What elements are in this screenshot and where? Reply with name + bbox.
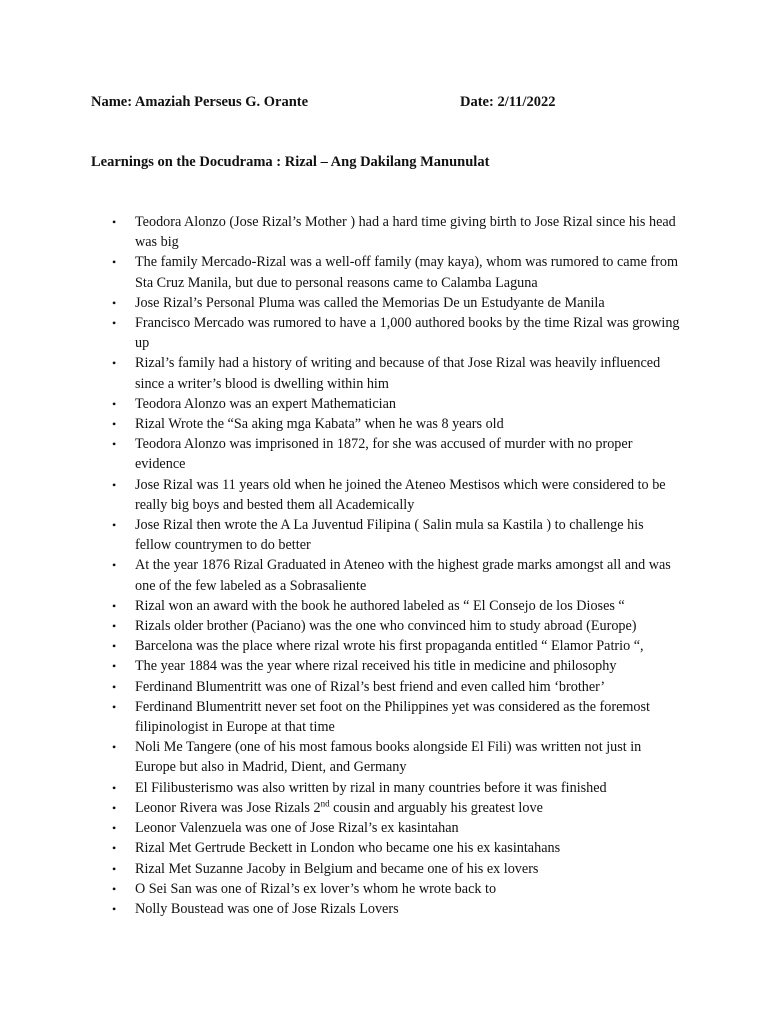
- list-item-text: Barcelona was the place where rizal wrote his first propaganda entitled “ Elamor Patrio “,: [135, 638, 644, 655]
- list-item: [112, 899, 682, 919]
- bullet-icon: •: [112, 417, 117, 432]
- list-item-text: Rizals older brother (Paciano) was the one who convinced him to study abroad (Europe): [135, 618, 637, 635]
- list-item: [112, 475, 682, 515]
- list-item: [112, 212, 682, 252]
- list-item: [112, 636, 682, 656]
- bullet-icon: •: [112, 699, 117, 714]
- list-item-text: Nolly Boustead was one of Jose Rizals Lovers: [135, 900, 399, 917]
- bullet-icon: •: [112, 558, 117, 573]
- bullet-icon: •: [112, 901, 117, 916]
- list-item-text: Rizal won an award with the book he authored labeled as “ El Consejo de los Dioses “: [135, 597, 625, 614]
- bullet-icon: •: [112, 518, 117, 533]
- bullet-icon: •: [112, 255, 117, 270]
- list-item-text: O Sei San was one of Rizal’s ex lover’s whom he wrote back to: [135, 880, 497, 897]
- list-item: [112, 798, 682, 818]
- list-item-text: Rizal Met Suzanne Jacoby in Belgium and became one of his ex lovers: [135, 860, 539, 877]
- list-item: [112, 515, 682, 555]
- document-subtitle: Learnings on the Docudrama : Rizal – Ang Dakilang Manunulat: [91, 154, 490, 170]
- notes-list: [112, 212, 682, 919]
- list-item-text-part: Leonor Rivera was Jose Rizals 2: [135, 799, 321, 816]
- list-item: [112, 838, 682, 858]
- bullet-icon: •: [112, 639, 117, 654]
- bullet-icon: •: [112, 659, 117, 674]
- bullet-icon: •: [112, 800, 117, 815]
- list-item-text: Teodora Alonzo was an expert Mathematician: [135, 395, 396, 412]
- list-item-text: Ferdinand Blumentritt was one of Rizal’s best friend and even called him ‘brother’: [135, 678, 606, 695]
- list-item-text: El Filibusterismo was also written by rizal in many countries before it was finished: [135, 779, 607, 796]
- ordinal-superscript: nd: [320, 798, 330, 809]
- list-item-text-part: cousin and arguably his greatest love: [329, 799, 543, 816]
- list-item-text: The family Mercado-Rizal was a well-off family (may kaya), whom was rumored to came from Sta Cruz Manila, but due to personal reasons came to Calamba Laguna: [135, 254, 679, 291]
- bullet-icon: •: [112, 679, 117, 694]
- bullet-icon: •: [112, 316, 117, 331]
- list-item: [112, 353, 682, 393]
- bullet-icon: •: [112, 295, 117, 310]
- list-item: [112, 414, 682, 434]
- list-item-text: Rizal Wrote the “Sa aking mga Kabata” when he was 8 years old: [135, 416, 504, 433]
- list-item-text: The year 1884 was the year where rizal received his title in medicine and philosophy: [135, 658, 617, 675]
- list-item: [112, 434, 682, 474]
- list-item-text: Leonor Valenzuela was one of Jose Rizal’s ex kasintahan: [135, 820, 459, 837]
- list-item-text: Noli Me Tangere (one of his most famous books alongside El Fili) was written not just in Europe but also in Madrid, Dient, and Germany: [135, 739, 642, 776]
- list-item: [112, 818, 682, 838]
- bullet-icon: •: [112, 598, 117, 613]
- bullet-icon: •: [112, 861, 117, 876]
- list-item: [112, 697, 682, 737]
- list-item-text: At the year 1876 Rizal Graduated in Ateneo with the highest grade marks amongst all and was one of the few labeled as a Sobrasaliente: [135, 557, 671, 594]
- student-name: Name: Amaziah Perseus G. Orante: [91, 94, 309, 110]
- list-item-text: Ferdinand Blumentritt never set foot on the Philippines yet was considered as the foremost filipinologist in Europe at that time: [135, 698, 650, 736]
- bullet-icon: •: [112, 740, 117, 755]
- list-item-text: Francisco Mercado was rumored to have a 1,000 authored books by the time Rizal was growing up: [135, 315, 680, 352]
- bullet-icon: •: [112, 780, 117, 795]
- list-item-text: Rizal’s family had a history of writing and because of that Jose Rizal was heavily influenced since a writer’s blood is dwelling within him: [135, 355, 661, 392]
- list-item: [112, 252, 682, 292]
- list-item-text: Jose Rizal then wrote the A La Juventud Filipina ( Salin mula sa Kastila ) to challenge his fellow countrymen to do better: [135, 517, 644, 554]
- bullet-icon: •: [112, 396, 117, 411]
- list-item-text: Jose Rizal was 11 years old when he joined the Ateneo Mestisos which were considered to be really big boys and bested them all Academically: [135, 476, 666, 513]
- list-item: [112, 293, 682, 313]
- list-item: [112, 656, 682, 676]
- list-item-text: Jose Rizal’s Personal Pluma was called the Memorias De un Estudyante de Manila: [135, 294, 605, 311]
- bullet-icon: •: [112, 619, 117, 634]
- list-item: [112, 616, 682, 636]
- document-date: Date: 2/11/2022: [460, 94, 556, 110]
- list-item: [112, 778, 682, 798]
- list-item: [112, 313, 682, 353]
- list-item-text: Rizal Met Gertrude Beckett in London who became one his ex kasintahans: [135, 840, 561, 857]
- list-item-text: Teodora Alonzo was imprisoned in 1872, for she was accused of murder with no proper evidence: [135, 436, 633, 473]
- list-item: [112, 737, 682, 777]
- bullet-icon: •: [112, 841, 117, 856]
- list-item-text: [135, 798, 682, 818]
- bullet-icon: •: [112, 437, 117, 452]
- bullet-icon: •: [112, 215, 117, 229]
- list-item-text: Teodora Alonzo (Jose Rizal’s Mother ) had a hard time giving birth to Jose Rizal since his head was big: [135, 214, 676, 251]
- bullet-icon: •: [112, 881, 117, 896]
- bullet-icon: •: [112, 477, 117, 492]
- list-item: [112, 859, 682, 879]
- list-item: [112, 394, 682, 414]
- list-item: [112, 879, 682, 899]
- list-item: [112, 677, 682, 697]
- list-item: [112, 596, 682, 616]
- bullet-icon: •: [112, 821, 117, 836]
- bullet-icon: •: [112, 356, 117, 371]
- list-item: [112, 555, 682, 595]
